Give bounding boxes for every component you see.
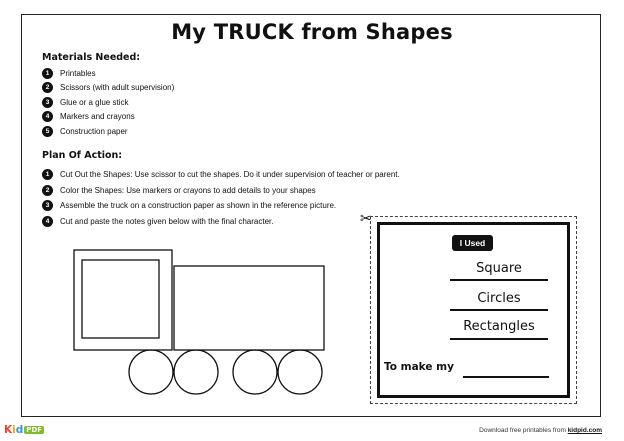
shape-word-square: Square	[476, 261, 522, 276]
truck-cabin	[74, 250, 172, 350]
plan-list	[42, 167, 400, 229]
number-badge: 4	[42, 216, 53, 227]
truck-cargo-box	[174, 266, 324, 350]
truck-outline	[72, 248, 332, 398]
list-item-text: Color the Shapes: Use markers or crayons to add details to your shapes	[60, 185, 316, 195]
number-badge: 4	[42, 111, 53, 122]
list-item-text: Construction paper	[60, 126, 128, 136]
shape-word-circles: Circles	[477, 291, 521, 306]
list-item	[42, 214, 400, 230]
used-tag: I Used	[452, 235, 493, 251]
write-line	[463, 376, 549, 378]
write-line	[450, 309, 548, 311]
write-line	[450, 338, 548, 340]
list-item	[42, 198, 400, 214]
truck-wheel	[174, 350, 218, 394]
list-item-text: Cut and paste the notes given below with the final character.	[60, 216, 274, 226]
plan-heading: Plan Of Action:	[42, 150, 123, 161]
truck-wheel	[233, 350, 277, 394]
truck-wheel	[278, 350, 322, 394]
shape-word-rectangles: Rectangles	[463, 319, 535, 334]
number-badge: 1	[42, 68, 53, 79]
number-badge: 3	[42, 97, 53, 108]
list-item	[42, 110, 174, 125]
footer-text: Download free printables from kidpid.com	[479, 427, 602, 434]
list-item	[42, 124, 174, 139]
materials-heading: Materials Needed:	[42, 52, 141, 63]
number-badge: 3	[42, 200, 53, 211]
list-item	[42, 183, 400, 199]
footer-link[interactable]: kidpid.com	[567, 427, 602, 434]
scissors-icon: ✂	[360, 210, 372, 226]
list-item	[42, 95, 174, 110]
number-badge: 1	[42, 169, 53, 180]
number-badge: 5	[42, 126, 53, 137]
kidpid-logo: Kid PDF	[4, 424, 43, 436]
list-item-text: Scissors (with adult supervision)	[60, 83, 175, 93]
list-item-text: Glue or a glue stick	[60, 97, 129, 107]
truck-window	[82, 260, 159, 338]
number-badge: 2	[42, 82, 53, 93]
list-item-text: Assemble the truck on a construction paper as shown in the reference picture.	[60, 201, 337, 211]
write-line	[450, 279, 548, 281]
list-item-text: Markers and crayons	[60, 112, 135, 122]
materials-list	[42, 66, 174, 139]
page-title: My TRUCK from Shapes	[171, 20, 453, 44]
list-item	[42, 66, 174, 81]
list-item-text: Printables	[60, 68, 96, 78]
truck-wheel	[129, 350, 173, 394]
make-label: To make my	[384, 361, 454, 373]
list-item	[42, 81, 174, 96]
list-item	[42, 167, 400, 183]
list-item-text: Cut Out the Shapes: Use scissor to cut the shapes. Do it under supervision of teacher or parent.	[60, 170, 400, 180]
number-badge: 2	[42, 185, 53, 196]
